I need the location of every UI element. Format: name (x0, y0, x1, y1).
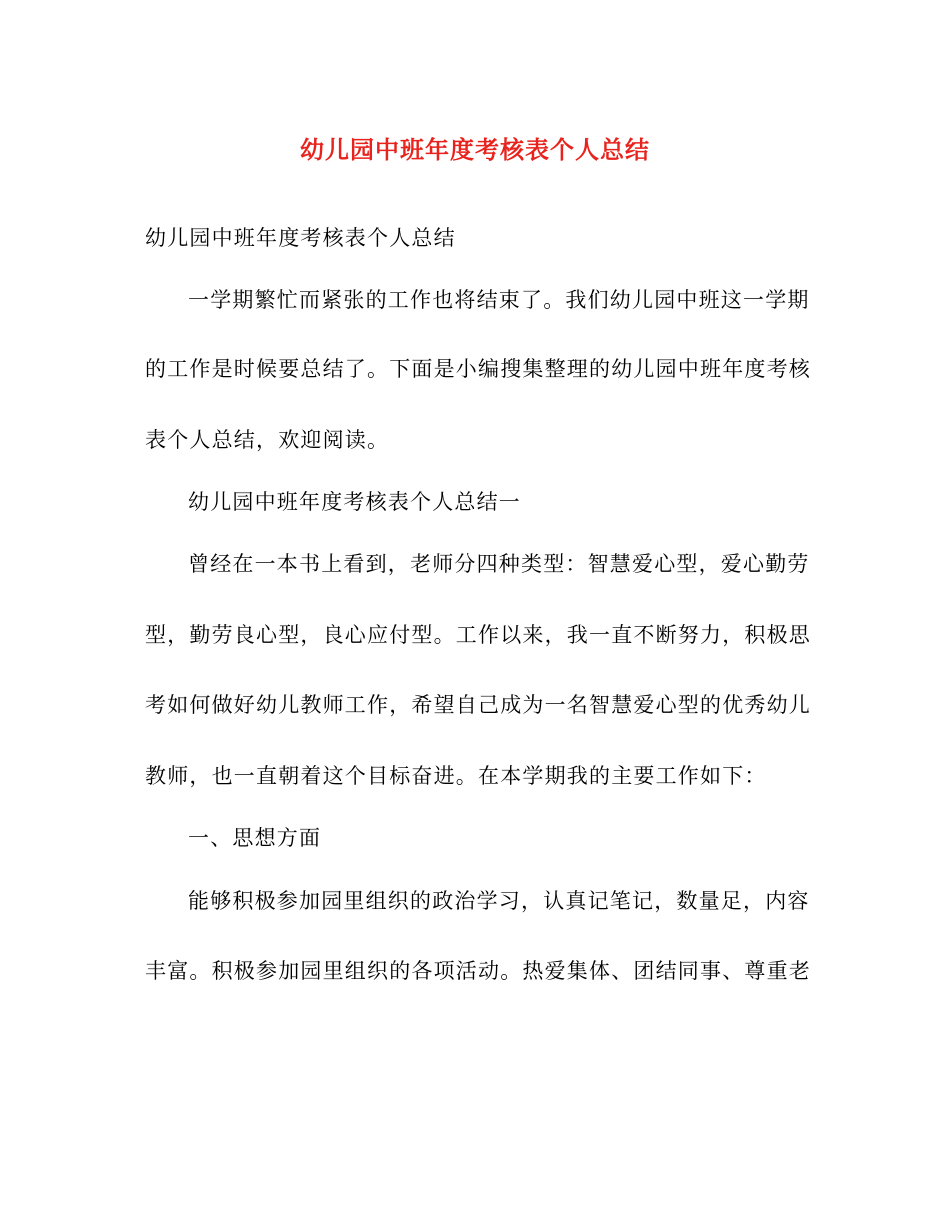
section-heading: 幼儿园中班年度考核表个人总结一 (188, 490, 521, 514)
section-heading: 一、思想方面 (188, 826, 322, 850)
paragraph-line: 教师，也一直朝着这个目标奋进。在本学期我的主要工作如下： (145, 764, 767, 788)
paragraph-line: 曾经在一本书上看到，老师分四种类型：智慧爱心型，爱心勤劳 (188, 552, 810, 576)
subtitle-line: 幼儿园中班年度考核表个人总结 (145, 226, 456, 250)
paragraph-line: 考如何做好幼儿教师工作，希望自己成为一名智慧爱心型的优秀幼儿 (145, 693, 811, 717)
paragraph-line: 一学期繁忙而紧张的工作也将结束了。我们幼儿园中班这一学期 (188, 288, 810, 312)
paragraph-line: 型，勤劳良心型，良心应付型。工作以来，我一直不断努力，积极思 (145, 623, 811, 647)
paragraph-line: 丰富。积极参加园里组织的各项活动。热爱集体、团结同事、尊重老 (145, 959, 811, 983)
document-title: 幼儿园中班年度考核表个人总结 (300, 135, 650, 164)
paragraph-line: 能够积极参加园里组织的政治学习，认真记笔记，数量足，内容 (188, 889, 810, 913)
paragraph-line: 表个人总结，欢迎阅读。 (145, 428, 390, 452)
paragraph-line: 的工作是时候要总结了。下面是小编搜集整理的幼儿园中班年度考核 (145, 357, 811, 381)
